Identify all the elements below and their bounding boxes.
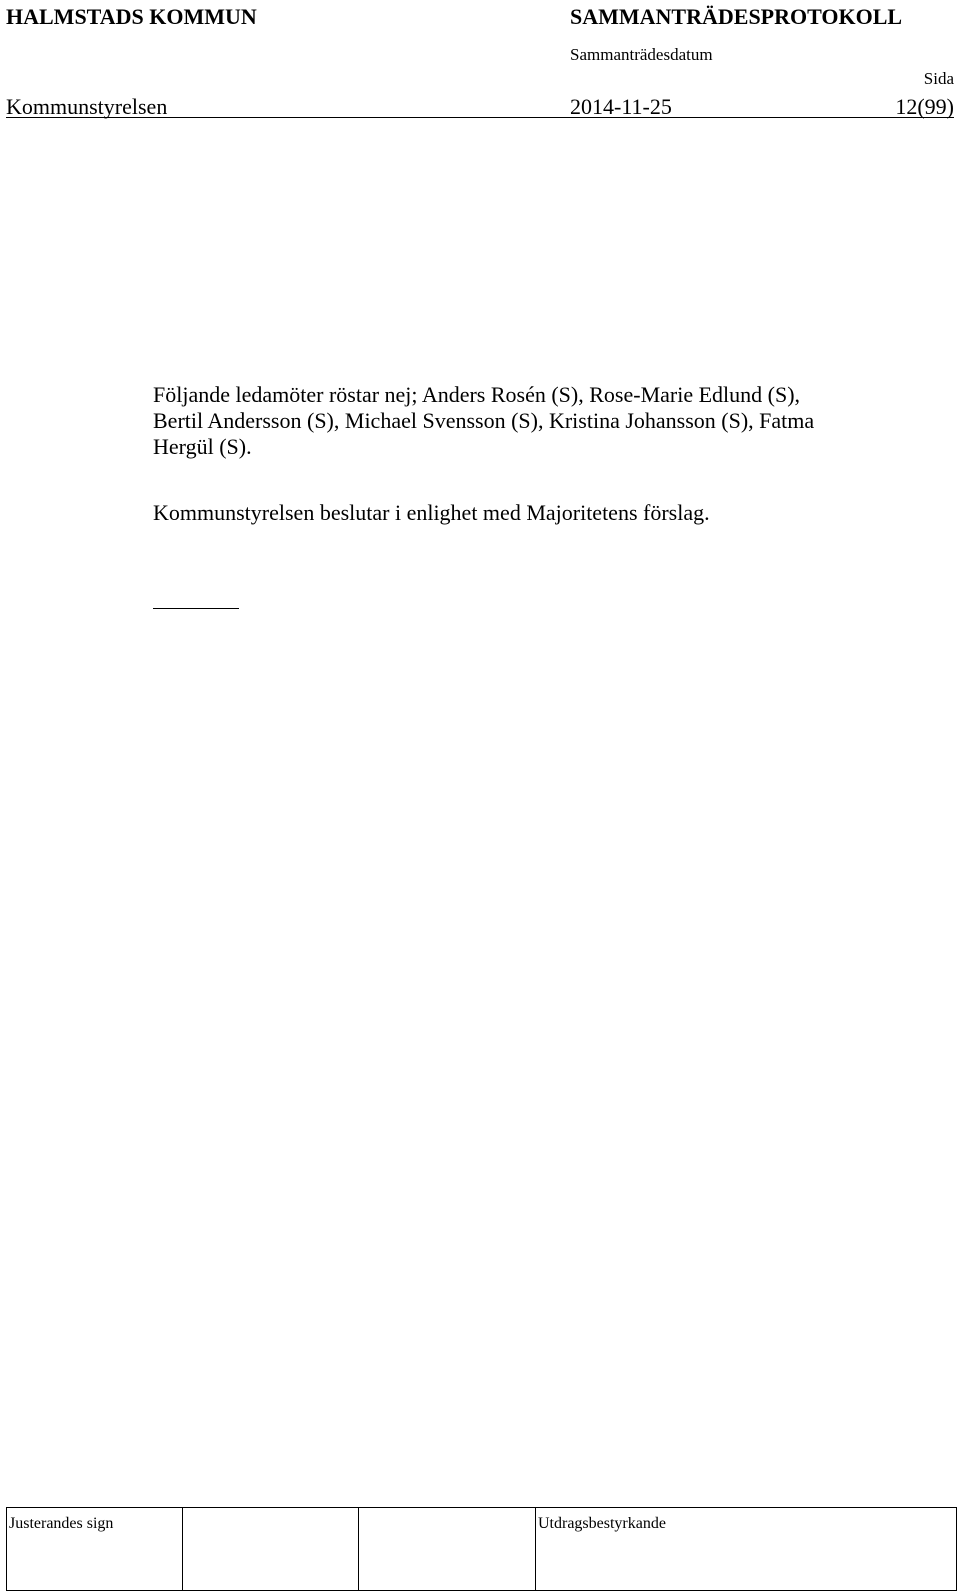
meeting-date: 2014-11-25 xyxy=(570,94,672,119)
header-divider xyxy=(6,117,954,118)
signature-footer xyxy=(6,1507,957,1591)
committee-name: Kommunstyrelsen xyxy=(6,94,168,119)
voting-line-1: Följande ledamöter röstar nej; Anders Rosén (S), Rose-Marie Edlund (S), xyxy=(153,382,801,407)
sign-cell-2 xyxy=(183,1508,359,1591)
decision-paragraph: Kommunstyrelsen beslutar i enlighet med Majoritetens förslag. xyxy=(153,500,710,525)
page-number: 12(99) xyxy=(895,94,954,119)
document-type: SAMMANTRÄDESPROTOKOLL xyxy=(570,4,903,29)
sign-cell-label: Justerandes sign xyxy=(7,1508,183,1591)
organization-name: HALMSTADS KOMMUN xyxy=(6,4,257,29)
section-end-rule xyxy=(153,608,239,609)
voting-line-2: Bertil Andersson (S), Michael Svensson (S), Kristina Johansson (S), Fatma xyxy=(153,408,815,433)
voting-line-3: Hergül (S). xyxy=(153,434,252,459)
meeting-date-label: Sammanträdesdatum xyxy=(570,45,713,64)
sign-cell-3 xyxy=(359,1508,536,1591)
voting-paragraph xyxy=(153,382,933,460)
page-label: Sida xyxy=(923,69,954,88)
extract-cell: Utdragsbestyrkande xyxy=(536,1508,957,1591)
